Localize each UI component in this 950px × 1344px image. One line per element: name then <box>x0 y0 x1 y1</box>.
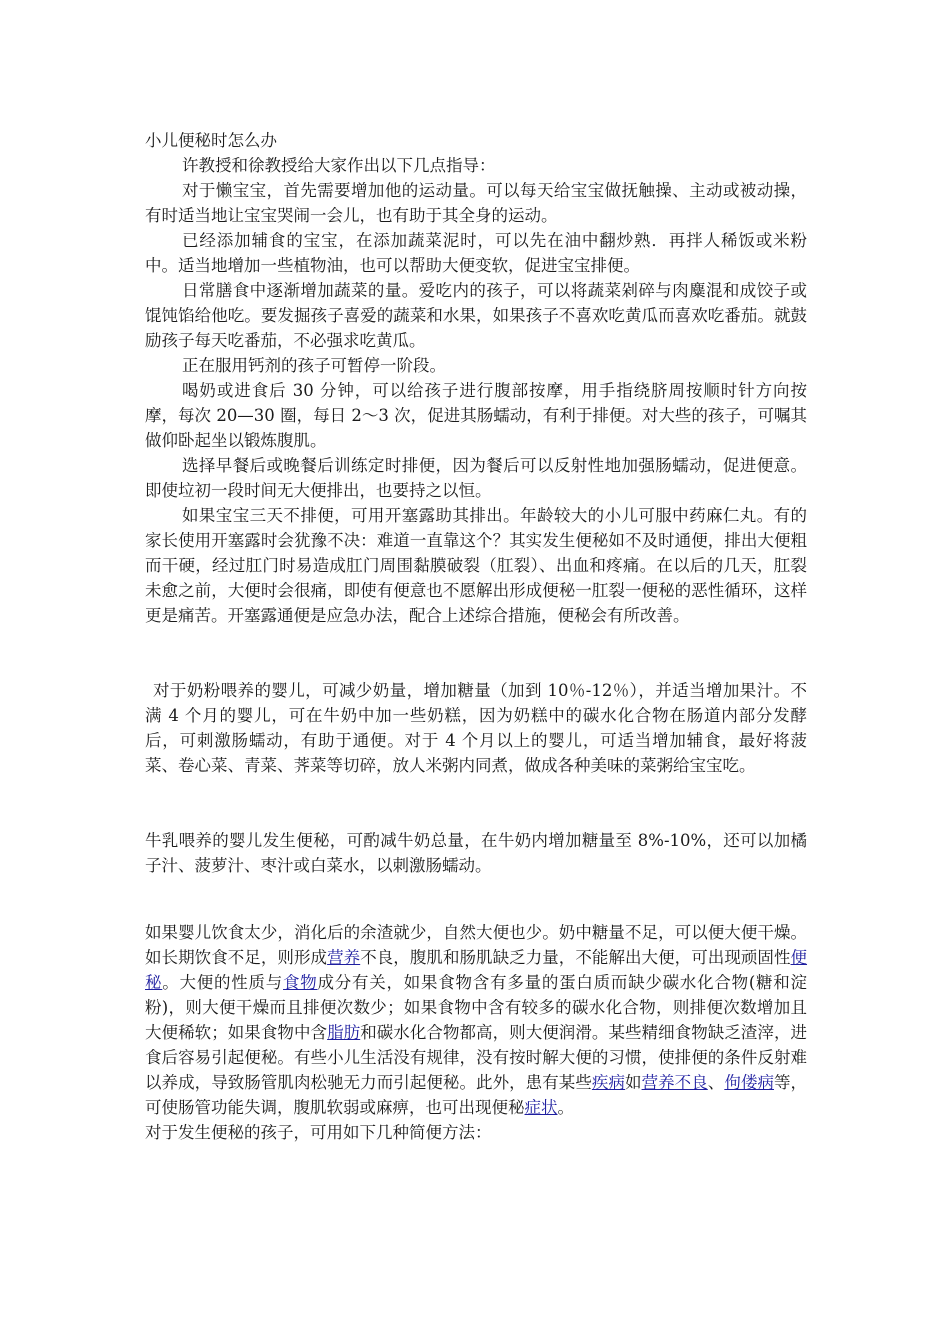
paragraph-daily-diet: 日常膳食中逐渐增加蔬菜的量。爱吃内的孩子，可以将蔬菜剁碎与肉麋混和成饺子或馄饨馅给他吃。要发掘孩子喜爱的蔬菜和水果，如果孩子不喜欢吃黄瓜而喜欢吃番茄。就鼓励孩子每天吃番茄，不必强求吃黄瓜。 <box>145 281 807 350</box>
paragraph-exercise: 对于懒宝宝，首先需要增加他的运动量。可以每天给宝宝做抚触操、主动或被动操，有时适当地让宝宝哭闹一会儿，也有助于其全身的运动。 <box>145 181 807 225</box>
text-segment: 等，可使肠管功能失调，腹肌软弱或麻痹，也可出现便秘 <box>145 1073 808 1117</box>
link-rickets[interactable]: 佝偻病 <box>724 1073 774 1092</box>
text-segment: 。大便的性质与 <box>162 973 284 992</box>
document-title: 小儿便秘时怎么办 <box>145 131 277 150</box>
link-food[interactable]: 食物 <box>283 973 318 992</box>
paragraph-glycerin: 如果宝宝三天不排便，可用开塞露助其排出。年龄较大的小儿可服中药麻仁丸。有的家长使用开塞露时会犹豫不决：难道一直靠这个？其实发生便秘如不及时通便，排出大便粗而干硬，经过肛门时易造成肛门周围黏膜破裂（肛裂）、出血和疼痛。在以后的几天，肛裂未愈之前，大便时会很痛，即使有便意也不愿解出形成便秘一肛裂一便秘的恶性循环，这样更是痛苦。开塞露通便是应急办法，配合上述综合措施，便秘会有所改善。 <box>145 506 807 625</box>
link-nutrition[interactable]: 营养 <box>327 948 361 967</box>
document-body <box>145 128 807 1145</box>
paragraph-methods-intro: 对于发生便秘的孩子，可用如下几种简便方法： <box>145 1123 492 1142</box>
paragraph-formula-feeding: 对于奶粉喂养的婴儿，可减少奶量，增加糖量（加到 10％-12％），并适当增加果汁。不满 4 个月的婴儿，可在牛奶中加一些奶糕，因为奶糕中的碳水化合物在肠道内部分发酵后，可刺激肠蠕动，有助于通便。对于 4 个月以上的婴儿，可适当增加辅食，最好将菠菜、卷心菜、青菜、荠菜等切碎，放人米粥内同煮，做成各种美味的菜粥给宝宝吃。 <box>145 681 807 775</box>
spacer <box>145 778 807 828</box>
text-segment: 不良，腹肌和肠肌缺乏力量，不能解出大便，可出现顽固性 <box>360 948 791 967</box>
text-segment: 如 <box>625 1073 642 1092</box>
link-disease[interactable]: 疾病 <box>591 1073 625 1092</box>
paragraph-calcium: 正在服用钙剂的孩子可暂停一阶段。 <box>182 356 446 375</box>
spacer <box>145 628 807 678</box>
paragraph-intro: 许教授和徐教授给大家作出以下几点指导： <box>182 156 496 175</box>
spacer <box>145 878 807 920</box>
link-constipation[interactable]: 便秘 <box>145 948 808 992</box>
link-symptoms[interactable]: 症状 <box>524 1098 558 1117</box>
paragraph-vegetable-puree: 已经添加辅食的宝宝，在添加蔬菜泥时，可以先在油中翻炒熟．再拌人稀饭或米粉中。适当地增加一些植物油，也可以帮助大便变软，促进宝宝排便。 <box>145 231 807 275</box>
text-segment: 如果婴儿饮食太少，消化后的余渣就少，自然大便也少。奶中糖量不足，可以便大便干燥。如长期饮食不足，则形成 <box>145 923 807 967</box>
paragraph-causes <box>145 920 807 1120</box>
paragraph-timed-defecation: 选择早餐后或晚餐后训练定时排便，因为餐后可以反射性地加强肠蠕动，促进便意。即使垃初一段时间无大便排出，也要持之以恒。 <box>145 456 807 500</box>
paragraph-cow-milk: 牛乳喂养的婴儿发生便秘，可酌减牛奶总量，在牛奶内增加糖量至 8%-10%，还可以加橘子汁、菠萝汁、枣汁或白菜水，以刺激肠蠕动。 <box>145 831 807 875</box>
paragraph-massage: 喝奶或进食后 30 分钟，可以给孩子进行腹部按摩，用手指绕脐周按顺时针方向按摩，每次 20—30 圈，每日 2～3 次，促进其肠蠕动，有利于排便。对大些的孩子，可嘱其做仰卧起坐以锻炼腹肌。 <box>145 381 807 450</box>
text-segment: 成分有关，如果食物含有多量的蛋白质而缺少碳水化合物(糖和淀粉)，则大便干燥而且排便次数少；如果食物中含有较多的碳水化合物，则排便次数增加且大便稀软；如果食物中含 <box>145 973 808 1042</box>
text-segment: 。 <box>557 1098 574 1117</box>
text-segment: 和碳水化合物都高，则大便润滑。某些精细食物缺乏渣滓，进食后容易引起便秘。有些小儿生活没有规律，没有按时解大便的习惯，使排便的条件反射难以养成，导致肠管肌肉松驰无力而引起便秘。此外，患有某些 <box>145 1023 808 1092</box>
link-malnutrition[interactable]: 营养不良 <box>641 1073 708 1092</box>
link-fat[interactable]: 脂肪 <box>327 1023 361 1042</box>
text-segment: 、 <box>707 1073 725 1092</box>
